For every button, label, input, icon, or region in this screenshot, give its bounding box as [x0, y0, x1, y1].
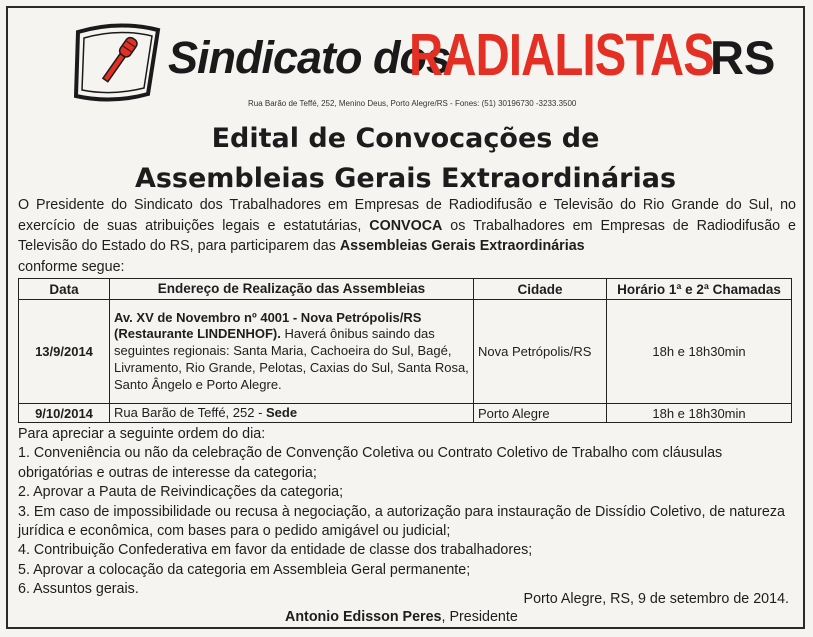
row2-address-text: Rua Barão de Teffé, 252 -	[114, 404, 267, 420]
header	[8, 8, 803, 120]
row2-date: 9/10/2014	[19, 404, 110, 423]
intro-convoca: CONVOCA	[369, 217, 443, 234]
notice-page	[6, 6, 805, 629]
header-address: Rua Barão de Teffé, 252, Menino Deus, Porto Alegre/RS - Fones: (51) 30196730 -3233.3500	[248, 99, 577, 108]
signature	[285, 609, 518, 625]
microphone-logo-icon	[64, 18, 170, 104]
row2-address-bold: Sede	[266, 404, 298, 420]
signer-role: , Presidente	[441, 609, 518, 625]
intro-text-3: conforme segue:	[18, 258, 125, 275]
row2-address	[110, 404, 474, 423]
row1-address-rest: Haverá ônibus saindo das seguintes regionais: Santa Maria, Cachoeira do Sul, Bagé, Livramento, Rio Grande, Pelotas, Caxias do Sul, Santa Rosa, Santo Ângelo e Porto Alegre.	[114, 326, 469, 392]
agenda	[18, 425, 798, 600]
table-row	[19, 404, 792, 423]
agenda-item-3: 3. Em caso de impossibilidade ou recusa à negociação, a autorização para instauração de Dissídio Coletivo, de natureza jurídica e econômica, com bases para o pedido amigável ou judicial;	[18, 503, 785, 540]
row1-address-bold: Av. XV de Novembro nº 4001 - Nova Petrópolis/RS (Restaurante LINDENHOF).	[114, 309, 422, 342]
header-address-col: Endereço de Realização das Assembleias	[110, 279, 474, 300]
intro-paragraph	[18, 195, 796, 277]
header-date: Data	[19, 279, 110, 300]
brand-name: Sindicato dos	[168, 32, 451, 83]
intro-assembleias: Assembleias Gerais Extraordinárias	[339, 238, 585, 254]
intro-text: O Presidente do Sindicato dos Trabalhadores em Empresas de Radiodifusão e Televisão do Rio Grande do Sul, no exercício de suas atribuições legais e estatutárias,	[18, 197, 796, 234]
brand-state: RS	[710, 31, 776, 84]
row2-city: Porto Alegre	[474, 404, 607, 423]
agenda-item-1: 1. Conveniência ou não da celebração de Convenção Coletiva ou Contrato Coletivo de Trabalho com cláusulas obrigatórias e outras de interesse da categoria;	[18, 445, 723, 481]
header-time: Horário 1ª e 2ª Chamadas	[607, 279, 792, 300]
table-row	[19, 300, 792, 404]
agenda-item-4: 4. Contribuição Confederativa em favor da entidade de classe dos trabalhadores;	[18, 542, 533, 559]
row2-time: 18h e 18h30min	[607, 404, 792, 423]
closing-place-date: Porto Alegre, RS, 9 de setembro de 2014.	[523, 591, 789, 607]
notice-title-line1: Edital de Convocações de	[211, 123, 600, 154]
brand-name-highlight: RADIALISTAS	[409, 22, 714, 88]
signer-name: Antonio Edisson Peres	[285, 609, 442, 625]
assemblies-table	[18, 278, 792, 423]
agenda-item-2: 2. Aprovar a Pauta de Reivindicações da categoria;	[18, 484, 344, 501]
row1-date: 13/9/2014	[19, 300, 110, 404]
row1-address	[110, 300, 474, 404]
agenda-intro: Para apreciar a seguinte ordem do dia:	[18, 426, 266, 442]
row1-time: 18h e 18h30min	[607, 300, 792, 404]
intro-text-2: os Trabalhadores em Empresas de Radiodifusão e Televisão do Estado do RS, para participarem das	[18, 217, 796, 254]
row1-city: Nova Petrópolis/RS	[474, 300, 607, 404]
notice-title-line2: Assembleias Gerais Extraordinárias	[134, 163, 677, 194]
header-city: Cidade	[474, 279, 607, 300]
agenda-item-6: 6. Assuntos gerais.	[18, 581, 139, 598]
agenda-item-5: 5. Aprovar a colocação da categoria em Assembleia Geral permanente;	[18, 561, 471, 578]
table-header-row	[19, 279, 792, 300]
